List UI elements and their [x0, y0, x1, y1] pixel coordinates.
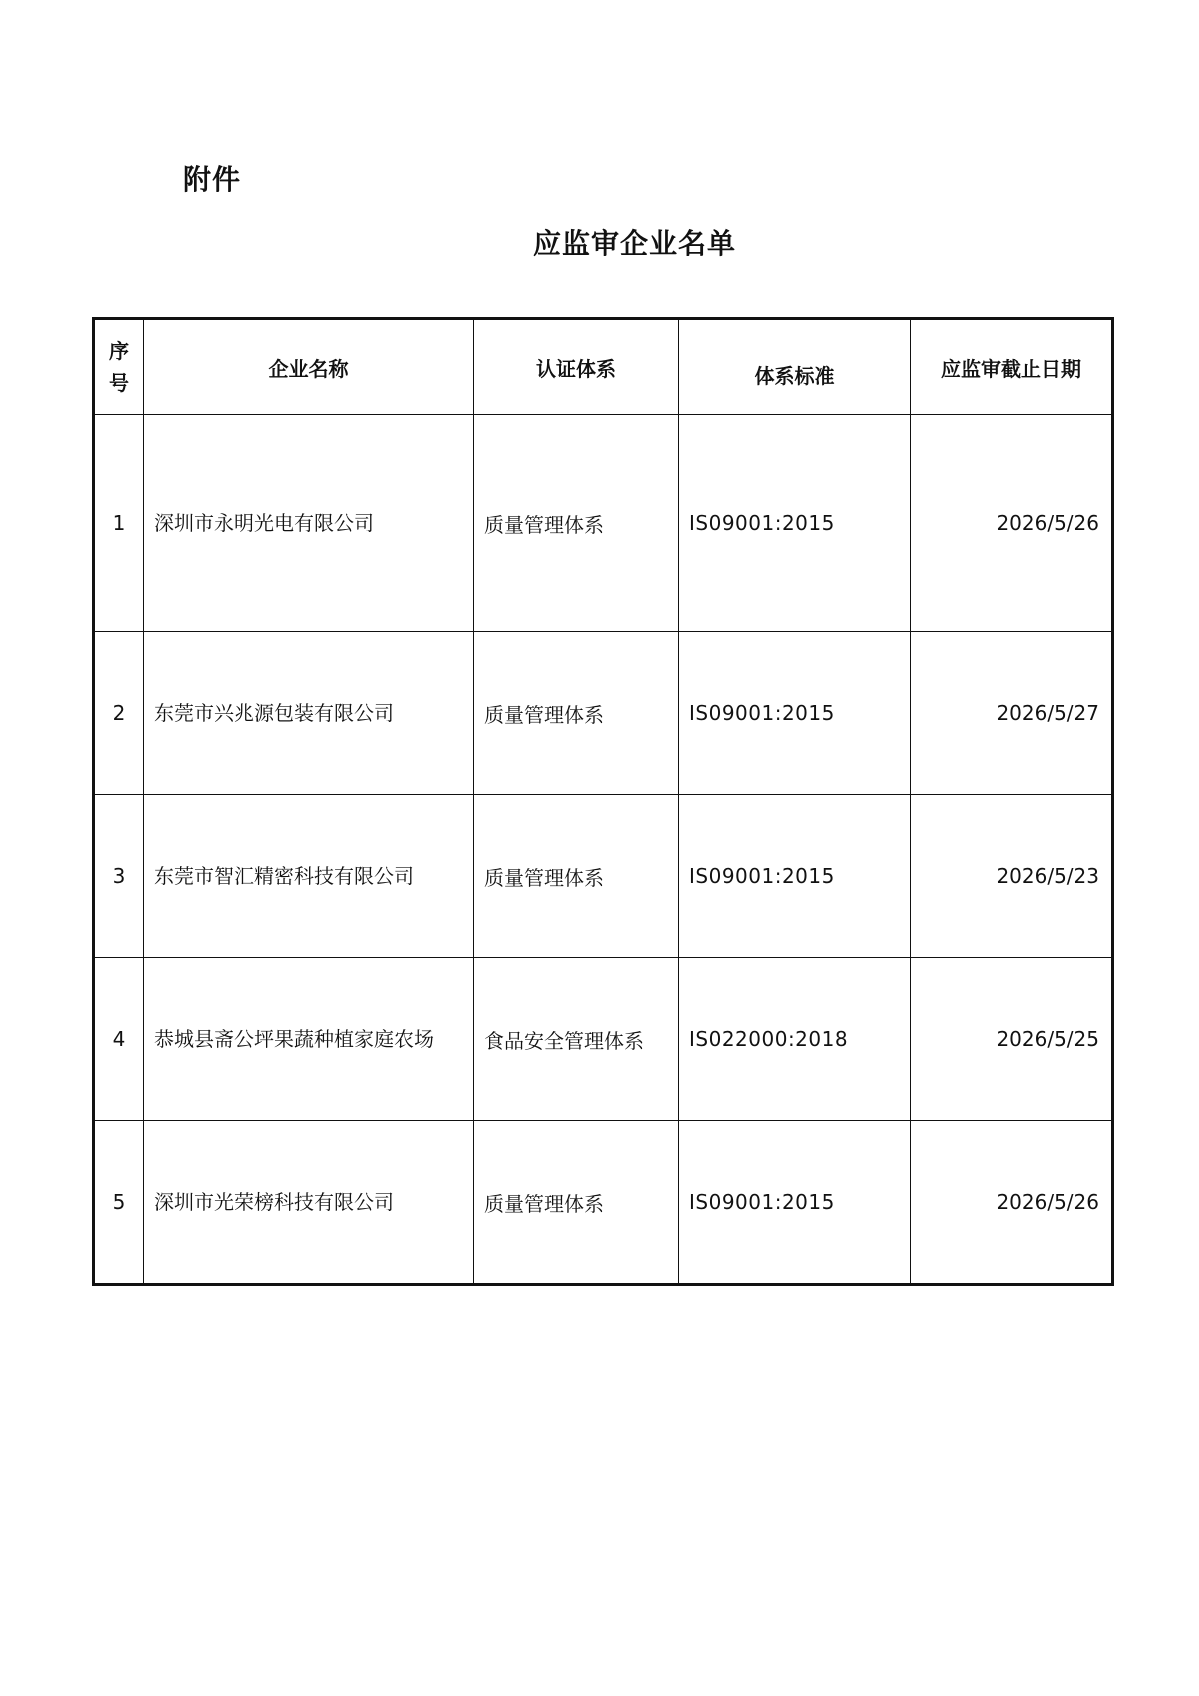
cell-name [144, 795, 474, 958]
cell-seq: 1 [94, 415, 144, 632]
cell-name-text: 东莞市兴兆源包装有限公司 [154, 701, 394, 725]
cell-name [144, 632, 474, 795]
cell-deadline: 2026/5/25 [911, 958, 1113, 1121]
cell-name [144, 958, 474, 1121]
cell-seq: 3 [94, 795, 144, 958]
cell-standard: IS09001:2015 [679, 415, 911, 632]
attachment-label: 附件 [183, 163, 242, 196]
cell-deadline: 2026/5/26 [911, 1121, 1113, 1285]
cell-name-text: 深圳市光荣榜科技有限公司 [154, 1190, 394, 1214]
cell-seq: 2 [94, 632, 144, 795]
cell-standard: IS022000:2018 [679, 958, 911, 1121]
cell-name-text: 东莞市智汇精密科技有限公司 [154, 864, 414, 888]
cell-name-text: 深圳市永明光电有限公司 [154, 511, 374, 535]
table-row [94, 1121, 1113, 1285]
table-row [94, 415, 1113, 632]
cell-seq: 5 [94, 1121, 144, 1285]
column-header-system: 认证体系 [474, 319, 679, 415]
column-header-seq-line1: 序 [109, 339, 129, 363]
cell-deadline: 2026/5/27 [911, 632, 1113, 795]
table-header-row [94, 319, 1113, 415]
table-row [94, 958, 1113, 1121]
enterprise-table [92, 317, 1114, 1286]
cell-deadline: 2026/5/23 [911, 795, 1113, 958]
cell-standard: IS09001:2015 [679, 632, 911, 795]
column-header-deadline: 应监审截止日期 [911, 319, 1113, 415]
table-row [94, 632, 1113, 795]
column-header-seq-line2: 号 [109, 371, 129, 395]
cell-name [144, 1121, 474, 1285]
column-header-name: 企业名称 [144, 319, 474, 415]
cell-system: 质量管理体系 [474, 1121, 679, 1285]
cell-seq: 4 [94, 958, 144, 1121]
cell-standard: IS09001:2015 [679, 795, 911, 958]
cell-name [144, 415, 474, 632]
cell-system: 食品安全管理体系 [474, 958, 679, 1121]
cell-standard: IS09001:2015 [679, 1121, 911, 1285]
cell-name-text: 恭城县斋公坪果蔬种植家庭农场 [154, 1027, 434, 1051]
page-title: 应监审企业名单 [532, 227, 736, 260]
cell-system: 质量管理体系 [474, 632, 679, 795]
cell-system: 质量管理体系 [474, 795, 679, 958]
cell-deadline: 2026/5/26 [911, 415, 1113, 632]
cell-system: 质量管理体系 [474, 415, 679, 632]
column-header-seq [94, 319, 144, 415]
table-row [94, 795, 1113, 958]
column-header-standard: 体系标准 [679, 319, 911, 415]
